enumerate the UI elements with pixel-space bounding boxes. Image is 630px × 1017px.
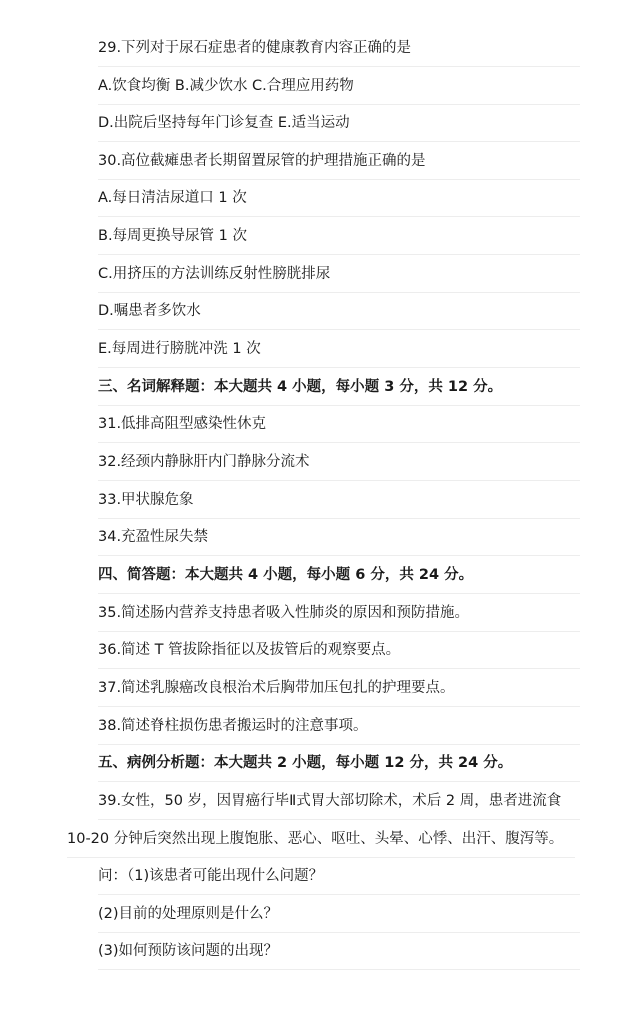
section-4-heading [98,557,580,594]
line-text: D.嘱患者多饮水 [98,303,201,319]
section-5-heading [98,745,580,782]
line-text: 29.下列对于尿石症患者的健康教育内容正确的是 [98,40,412,56]
line-text: 39.女性，50 岁，因胃癌行毕Ⅱ式胃大部切除术，术后 2 周，患者进流食 [98,793,562,809]
line-text: 三、名词解释题：本大题共 4 小题，每小题 3 分，共 12 分。 [98,379,503,395]
section-3-heading [98,369,580,406]
line-text: 32.经颈内静脉肝内门静脉分流术 [98,454,310,470]
line-text: 33.甲状腺危象 [98,492,194,508]
question-30-option-c [98,256,580,293]
line-text: 五、病例分析题：本大题共 2 小题，每小题 12 分，共 24 分。 [98,755,513,771]
question-31 [98,406,580,443]
question-34 [98,519,580,556]
question-37 [98,670,580,707]
line-text: E.每周进行膀胱冲洗 1 次 [98,341,261,357]
question-29-options-d-e [98,105,580,142]
question-38 [98,708,580,745]
line-text: A.每日清洁尿道口 1 次 [98,190,247,206]
line-text: A.饮食均衡 B.减少饮水 C.合理应用药物 [98,78,354,94]
question-33 [98,482,580,519]
question-30-stem [98,143,580,180]
question-39-case-part-2 [67,821,575,858]
question-30-option-b [98,218,580,255]
line-text: B.每周更换导尿管 1 次 [98,228,247,244]
question-39-ask-2 [98,896,580,933]
line-text: (3)如何预防该问题的出现？ [98,943,279,959]
question-39-case-part-1 [98,783,580,820]
question-29-stem [98,30,580,67]
line-text: 36.简述 T 管拔除指征以及拔管后的观察要点。 [98,642,401,658]
line-text: (2)目前的处理原则是什么？ [98,906,279,922]
question-39-ask-3 [98,933,580,970]
question-30-option-d [98,293,580,330]
question-36 [98,632,580,669]
question-30-option-a [98,180,580,217]
line-text: 四、简答题：本大题共 4 小题，每小题 6 分，共 24 分。 [98,567,474,583]
question-39-ask-1 [98,858,580,895]
line-text: 31.低排高阻型感染性休克 [98,416,267,432]
line-text: 37.简述乳腺癌改良根治术后胸带加压包扎的护理要点。 [98,680,455,696]
line-text: D.出院后坚持每年门诊复查 E.适当运动 [98,115,350,131]
line-text: 问：（1)该患者可能出现什么问题？ [98,868,324,884]
question-32 [98,444,580,481]
question-35 [98,595,580,632]
line-text: 30.高位截瘫患者长期留置尿管的护理措施正确的是 [98,153,426,169]
line-text: 35.简述肠内营养支持患者吸入性肺炎的原因和预防措施。 [98,605,470,621]
line-text: C.用挤压的方法训练反射性膀胱排尿 [98,266,331,282]
line-text: 34.充盈性尿失禁 [98,529,209,545]
line-text: 10-20 分钟后突然出现上腹饱胀、恶心、呕吐、头晕、心悸、出汗、腹泻等。 [67,831,564,847]
line-text: 38.简述脊柱损伤患者搬运时的注意事项。 [98,718,368,734]
question-29-options-a-c [98,68,580,105]
question-30-option-e [98,331,580,368]
